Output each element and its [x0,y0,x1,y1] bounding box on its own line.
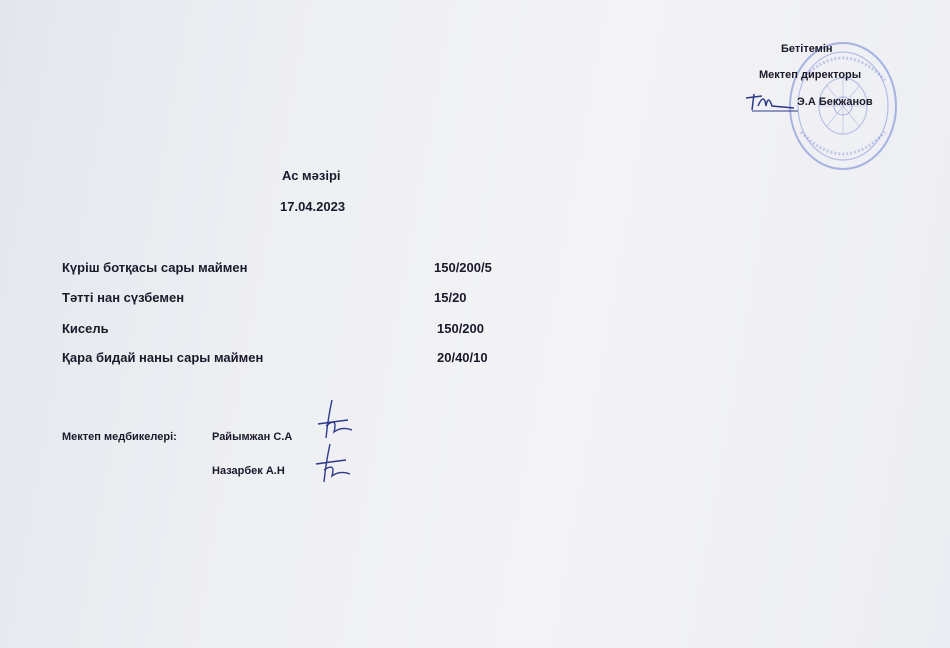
menu-item-portion: 150/200/5 [434,260,492,275]
menu-item-name: Күріш ботқасы сары маймен [62,260,248,275]
nurses-label: Мектеп медбикелері: [62,431,177,443]
menu-item-name: Қара бидай наны сары маймен [62,350,264,365]
menu-item [62,321,484,336]
approval-position: Мектеп директоры [759,69,862,81]
nurse-name: Назарбек А.Н [212,465,285,477]
menu-item-portion: 150/200 [437,321,484,336]
nurse-signature [308,396,358,446]
nurse-signature [308,442,358,486]
menu-item-portion: 20/40/10 [437,350,488,365]
menu-title: Ас мәзірі [282,168,341,183]
menu-item-portion: 15/20 [434,290,467,305]
menu-item-name: Тәтті нан сүзбемен [62,290,185,305]
menu-date: 17.04.2023 [280,199,346,214]
menu-item [62,260,492,275]
nurse-name: Райымжан С.А [212,431,293,443]
approval-director-name: Э.А Бекжанов [797,96,873,108]
menu-item [62,290,467,305]
menu-item [62,350,488,365]
approval-heading: Бетітемін [781,43,833,55]
menu-item-name: Кисель [62,321,109,336]
director-signature [742,84,802,114]
